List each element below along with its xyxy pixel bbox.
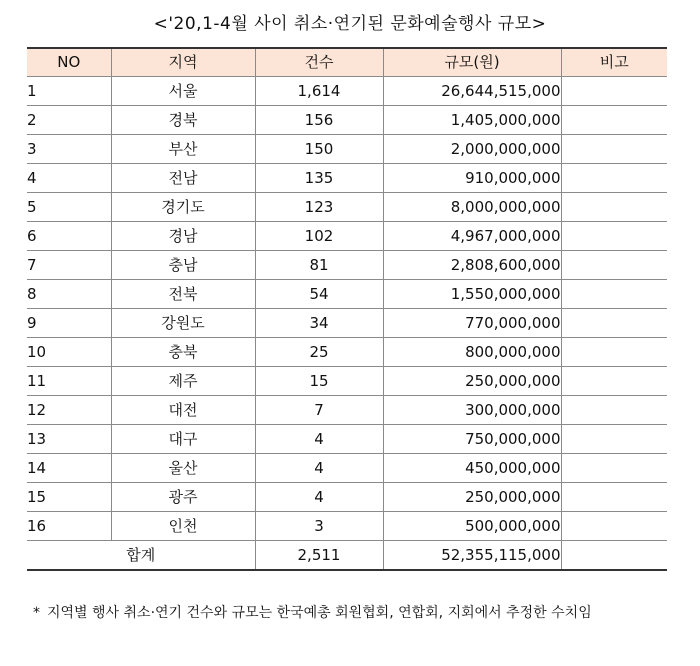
table-row: [27, 193, 667, 222]
cell-note: [561, 106, 667, 135]
table-row: [27, 454, 667, 483]
table-row: [27, 425, 667, 454]
cell-note: [561, 367, 667, 396]
cell-scale: 1,550,000,000: [383, 280, 561, 309]
cell-no: 10: [27, 338, 111, 367]
cell-scale: 450,000,000: [383, 454, 561, 483]
table-row: [27, 251, 667, 280]
cell-no: 1: [27, 77, 111, 106]
header-scale: 규모(원): [383, 48, 561, 77]
table-row: [27, 338, 667, 367]
cell-region: 인천: [111, 512, 255, 541]
cell-note: [561, 396, 667, 425]
cell-note: [561, 251, 667, 280]
page-title: <'20,1-4월 사이 취소·연기된 문화예술행사 규모>: [153, 14, 547, 34]
cell-scale: 1,405,000,000: [383, 106, 561, 135]
table-row: [27, 164, 667, 193]
cell-region: 울산: [111, 454, 255, 483]
cell-region: 경기도: [111, 193, 255, 222]
cell-count: 25: [255, 338, 383, 367]
table-row: [27, 280, 667, 309]
cell-no: 16: [27, 512, 111, 541]
cell-note: [561, 454, 667, 483]
cell-count: 7: [255, 396, 383, 425]
cell-scale: 4,967,000,000: [383, 222, 561, 251]
cell-note: [561, 483, 667, 512]
footnote: [33, 602, 673, 624]
cell-note: [561, 193, 667, 222]
cell-count: 34: [255, 309, 383, 338]
cell-no: 3: [27, 135, 111, 164]
cell-scale: 2,000,000,000: [383, 135, 561, 164]
cell-region: 강원도: [111, 309, 255, 338]
total-row: [27, 541, 667, 571]
cell-count: 150: [255, 135, 383, 164]
cell-region: 충남: [111, 251, 255, 280]
cell-no: 8: [27, 280, 111, 309]
cell-scale: 800,000,000: [383, 338, 561, 367]
header-no: NO: [27, 48, 111, 77]
cell-note: [561, 338, 667, 367]
table-row: [27, 512, 667, 541]
table-row: [27, 135, 667, 164]
cell-note: [561, 164, 667, 193]
cell-region: 전북: [111, 280, 255, 309]
cell-count: 123: [255, 193, 383, 222]
cell-no: 13: [27, 425, 111, 454]
cell-scale: 26,644,515,000: [383, 77, 561, 106]
table-row: [27, 367, 667, 396]
cell-no: 6: [27, 222, 111, 251]
cell-note: [561, 309, 667, 338]
table-row: [27, 396, 667, 425]
cell-region: 대구: [111, 425, 255, 454]
cell-no: 5: [27, 193, 111, 222]
cell-region: 전남: [111, 164, 255, 193]
header-note: 비고: [561, 48, 667, 77]
cell-region: 부산: [111, 135, 255, 164]
cell-no: 7: [27, 251, 111, 280]
cell-scale: 300,000,000: [383, 396, 561, 425]
cell-no: 2: [27, 106, 111, 135]
cell-scale: 250,000,000: [383, 483, 561, 512]
cell-scale: 750,000,000: [383, 425, 561, 454]
table-header-row: [27, 48, 667, 77]
cell-scale: 2,808,600,000: [383, 251, 561, 280]
cell-scale: 500,000,000: [383, 512, 561, 541]
table-row: [27, 309, 667, 338]
cell-no: 15: [27, 483, 111, 512]
table-row: [27, 77, 667, 106]
cell-no: 11: [27, 367, 111, 396]
footnote-mark: *: [33, 605, 40, 621]
table-row: [27, 222, 667, 251]
cell-count: 15: [255, 367, 383, 396]
cell-count: 102: [255, 222, 383, 251]
total-note: [561, 541, 667, 571]
cell-no: 4: [27, 164, 111, 193]
total-count: 2,511: [255, 541, 383, 571]
cell-count: 1,614: [255, 77, 383, 106]
cell-count: 156: [255, 106, 383, 135]
cell-scale: 770,000,000: [383, 309, 561, 338]
cell-region: 경남: [111, 222, 255, 251]
cell-scale: 910,000,000: [383, 164, 561, 193]
header-region: 지역: [111, 48, 255, 77]
cell-note: [561, 222, 667, 251]
cell-count: 3: [255, 512, 383, 541]
cell-region: 경북: [111, 106, 255, 135]
cell-note: [561, 280, 667, 309]
event-scale-table: [27, 47, 667, 571]
cell-scale: 250,000,000: [383, 367, 561, 396]
header-count: 건수: [255, 48, 383, 77]
cell-region: 대전: [111, 396, 255, 425]
cell-note: [561, 135, 667, 164]
cell-count: 4: [255, 454, 383, 483]
cell-no: 14: [27, 454, 111, 483]
total-label: 합계: [27, 541, 255, 571]
cell-region: 충북: [111, 338, 255, 367]
cell-count: 81: [255, 251, 383, 280]
table-body: [27, 77, 667, 541]
cell-region: 광주: [111, 483, 255, 512]
table-row: [27, 483, 667, 512]
cell-count: 135: [255, 164, 383, 193]
cell-scale: 8,000,000,000: [383, 193, 561, 222]
footnote-text: 지역별 행사 취소·연기 건수와 규모는 한국예총 회원협회, 연합회, 지회에서 추정한 수치임: [47, 605, 592, 621]
cell-region: 서울: [111, 77, 255, 106]
cell-note: [561, 77, 667, 106]
cell-count: 4: [255, 483, 383, 512]
cell-note: [561, 425, 667, 454]
cell-note: [561, 512, 667, 541]
cell-count: 54: [255, 280, 383, 309]
table-row: [27, 106, 667, 135]
cell-no: 9: [27, 309, 111, 338]
total-scale: 52,355,115,000: [383, 541, 561, 571]
cell-count: 4: [255, 425, 383, 454]
cell-no: 12: [27, 396, 111, 425]
cell-region: 제주: [111, 367, 255, 396]
